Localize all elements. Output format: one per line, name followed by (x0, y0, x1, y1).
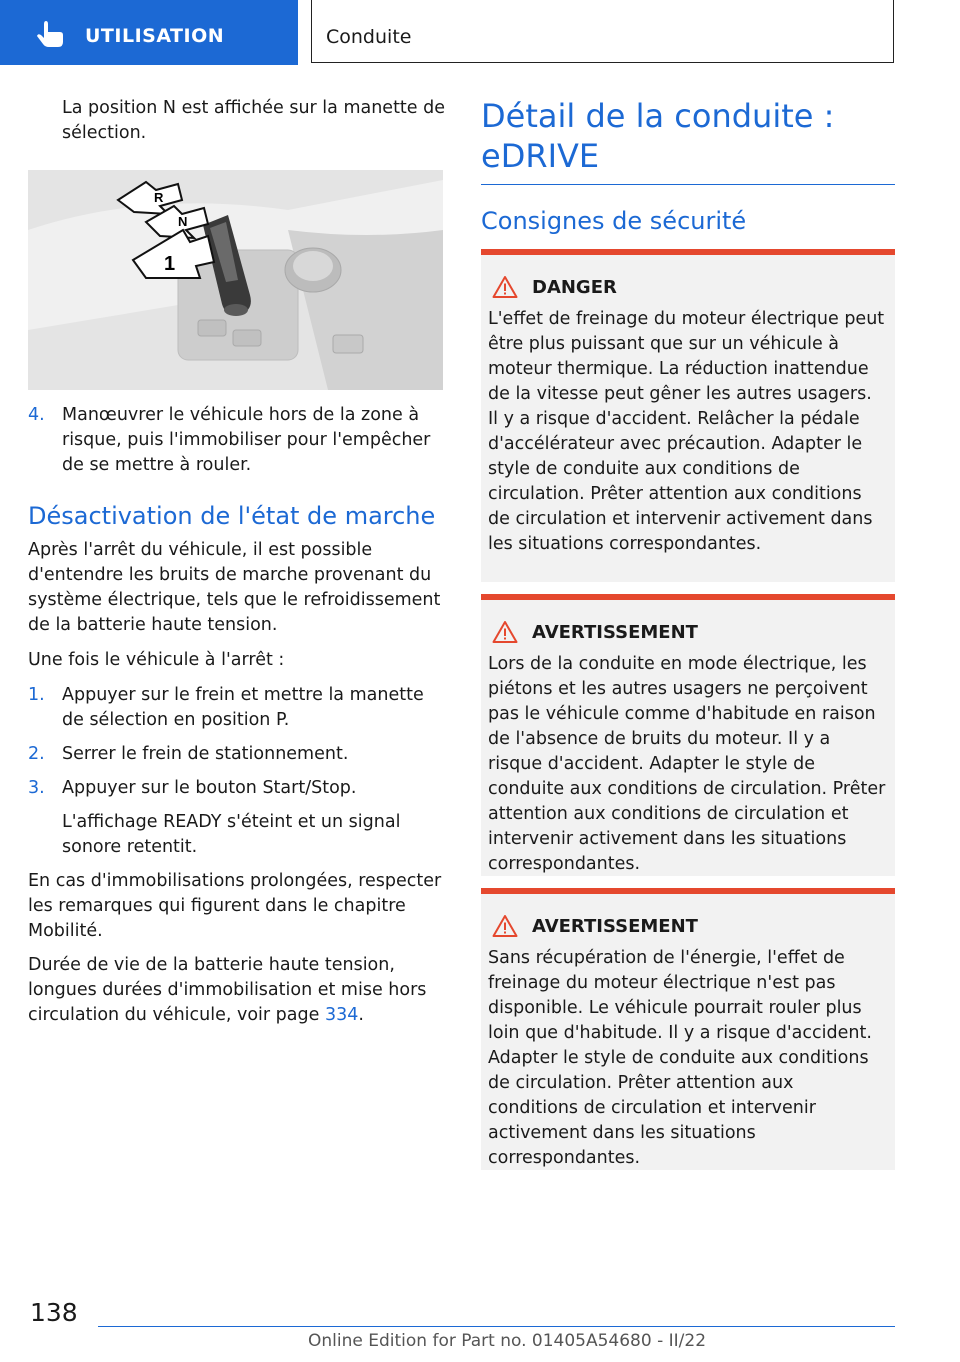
paragraph-battery-life (28, 953, 446, 1028)
warning-title (488, 912, 887, 940)
warning-title (488, 273, 887, 301)
warning-triangle-icon (492, 620, 518, 644)
step-text: Manœuvrer le véhicule hors de la zone à risque, puis l'immobiliser pour l'empêcher de se mettre à rouler. (62, 405, 431, 475)
warning-title (488, 618, 887, 646)
warning-box-danger (481, 249, 895, 582)
step-1 (28, 683, 446, 733)
footer-edition: Online Edition for Part no. 01405A54680 - II/22 (308, 1331, 707, 1351)
warning-triangle-icon (492, 914, 518, 938)
step-3-note: L'affichage READY s'éteint et un signal sonore retentit. (62, 812, 401, 857)
hand-pointer-icon (30, 20, 70, 50)
title-rule (481, 184, 895, 185)
left-column-body (28, 403, 446, 1028)
label-n: N (178, 214, 188, 229)
warning-text: Sans récupération de l'énergie, l'effet de freinage du moteur électrique n'est pas disponible. Le véhicule pourrait rouler plus loin que d'habitude. Il y a risque d'accident. Adapter le style de conduite aux conditions de circulation. Prêter attention aux conditions de circulation et intervenir activement dans les situations correspondantes. (488, 948, 872, 1168)
paragraph-immobilisation: En cas d'immobilisations prolongées, respecter les remarques qui figurent dans le chapitre Mobilité. (28, 871, 442, 941)
step-number: 4. (28, 405, 45, 425)
section-title: UTILISATION (85, 25, 225, 47)
step-3 (28, 776, 446, 801)
step-4 (28, 403, 446, 478)
gear-selector-illustration (28, 170, 443, 390)
right-column (481, 96, 895, 235)
left-column (28, 96, 446, 146)
step-number: 2. (28, 744, 45, 764)
footer-rule (98, 1326, 895, 1327)
step-number: 3. (28, 778, 45, 798)
gear-selector-photo (28, 170, 443, 390)
page-link[interactable]: 334 (324, 1005, 359, 1025)
step-text: Appuyer sur le frein et mettre la manette de sélection en position P. (62, 685, 424, 730)
warning-text: Lors de la conduite en mode électrique, les piétons et les autres usagers ne perçoivent pas le véhicule comme d'habitude en raison de l'absence de bruits du moteur. Il y a risque d'accident. Adapter le style de conduite aux conditions de circulation. Prêter attention aux conditions de circulation et intervenir activement dans les situations correspondantes. (488, 654, 886, 874)
battery-text-end: . (358, 1005, 364, 1025)
step-2 (28, 742, 446, 767)
warning-text: L'effet de freinage du moteur électrique peut être plus puissant que sur un véhicule à moteur thermique. La réduction inattendue de la vitesse peut gêner les autres usagers. Il y a risque d'accident. Relâcher la pédale d'accélérateur avec précaution. Adapter le style de conduite aux conditions de circulation. Prêter attention aux conditions de circulation et intervenir activement dans les situations correspondantes. (488, 309, 885, 554)
chapter-header (311, 0, 894, 63)
warning-box-recuperation (481, 888, 895, 1170)
section-heading: Désactivation de l'état de marche (28, 502, 436, 530)
section-tab (0, 0, 298, 65)
warning-box-pedestrians (481, 594, 895, 876)
paragraph-noise: Après l'arrêt du véhicule, il est possible d'entendre les bruits de marche provenant du système électrique, tels que le refroidissement de la batterie haute tension. (28, 540, 441, 635)
warning-triangle-icon (492, 275, 518, 299)
step-text: Appuyer sur le bouton Start/Stop. (62, 778, 357, 798)
battery-text: Durée de vie de la batterie haute tension, longues durées d'immobilisation et mise hors circulation du véhicule, voir page (28, 955, 427, 1025)
step-number: 1. (28, 685, 45, 705)
chapter-title: Conduite (326, 26, 412, 48)
warning-title-text: AVERTISSEMENT (532, 621, 698, 643)
page-number: 138 (30, 1298, 78, 1327)
label-1: 1 (164, 253, 176, 275)
safety-heading: Consignes de sécurité (481, 207, 747, 235)
warning-title-text: AVERTISSEMENT (532, 915, 698, 937)
warning-title-text: DANGER (532, 276, 617, 298)
steps-list (28, 683, 446, 860)
label-r: R (154, 190, 164, 205)
intro-paragraph: La position N est affichée sur la manette de sélection. (62, 98, 446, 143)
page-title: Détail de la conduite : eDRIVE (481, 97, 835, 175)
paragraph-stopped: Une fois le véhicule à l'arrêt : (28, 650, 285, 670)
step-text: Serrer le frein de stationnement. (62, 744, 349, 764)
